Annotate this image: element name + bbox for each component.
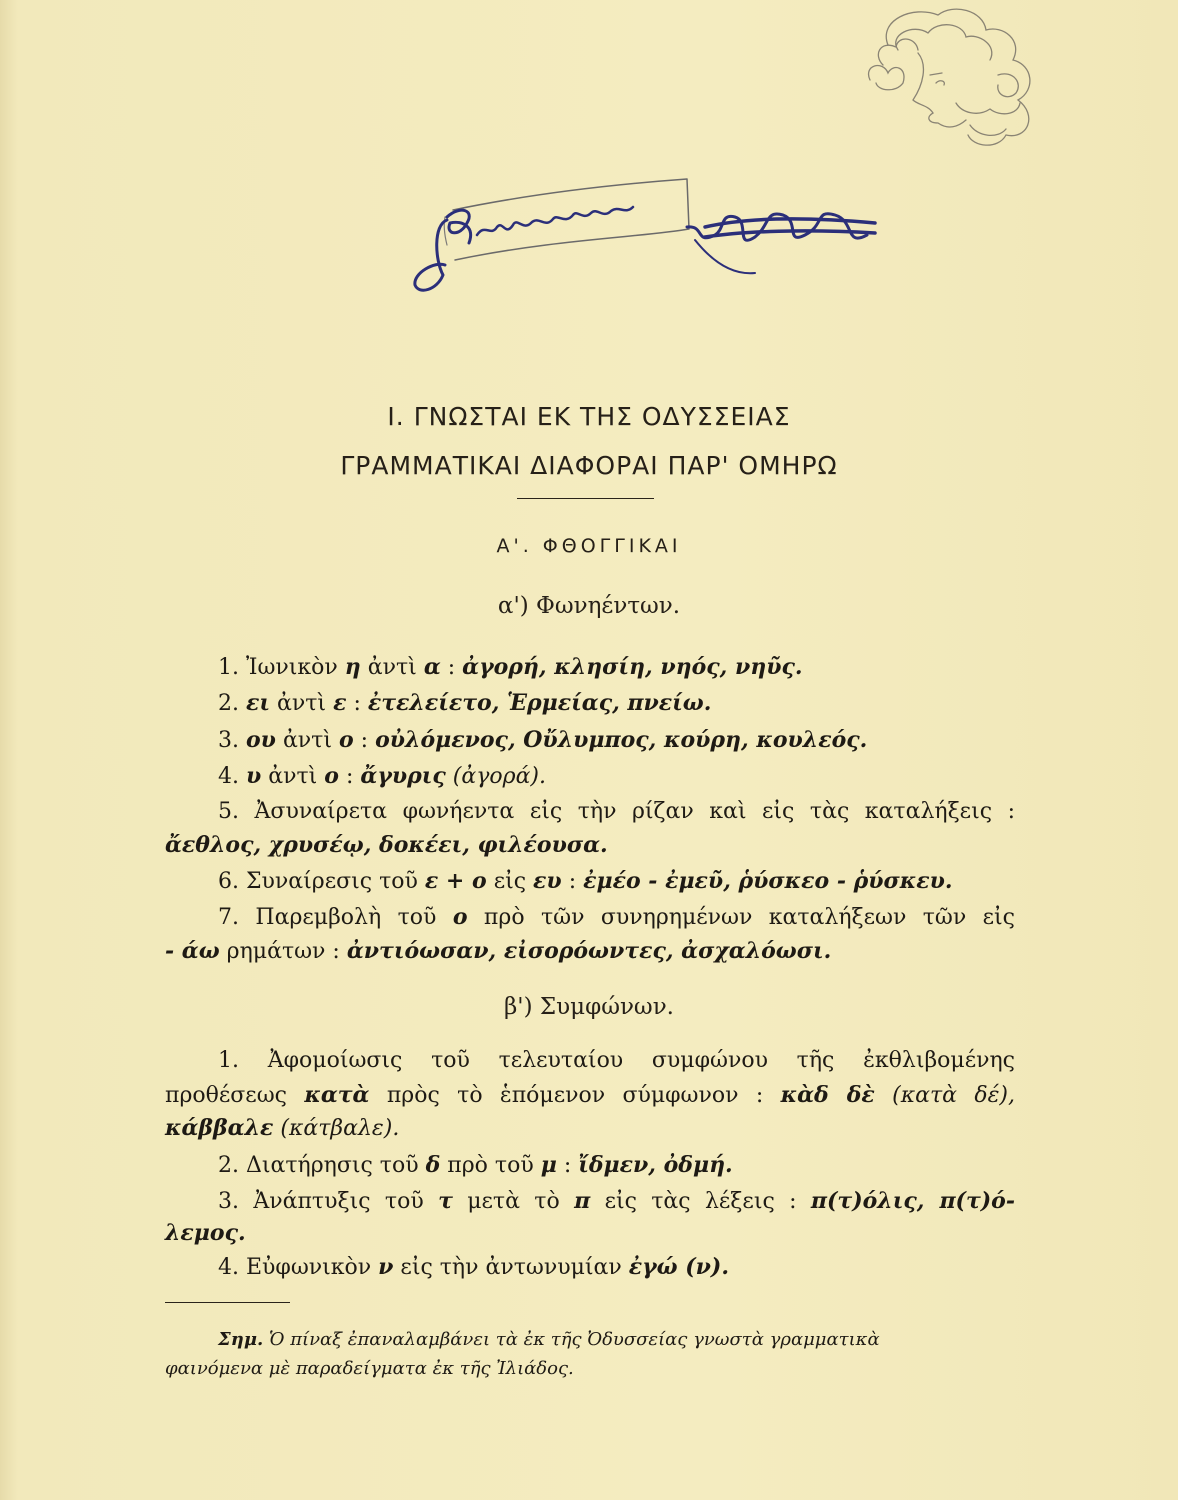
section-title: Α'. ΦΘΟΓΓΙΚΑΙ (496, 535, 682, 557)
vowel-item-7: 7. Παρεμβολὴ τοῦ ο πρὸ τῶν συνηρημένων καταλήξεων τῶν εἰς (218, 904, 1015, 930)
signature-text: Φιλαπαρούλου (495, 235, 503, 236)
vowel-item-6: 6. Συναίρεσις τοῦ ε + ο εἰς ευ : ἐμέο - ἐμεῦ, ῥύσκεο - ῥύσκευ. (218, 868, 953, 894)
footnote-divider (165, 1302, 290, 1303)
vowel-item-5-continuation: ἄεθλος, χρυσέῳ, δοκέει, φιλέουσα. (165, 832, 608, 858)
item-number: 2. (218, 691, 239, 716)
main-heading-line2: ΓΡΑΜΜΑΤΙΚΑΙ ΔΙΑΦΟΡΑΙ ΠΑΡ' ΟΜΗΡΩ (340, 451, 838, 480)
vowel-item-1: 1. Ἰωνικὸν η ἀντὶ α : ἀγορή, κλησίη, νηός, νηῦς. (218, 654, 803, 680)
consonant-item-4: 4. Εὐφωνικὸν ν εἰς τὴν ἀντωνυμίαν ἐγώ (ν). (218, 1254, 729, 1280)
consonant-item-1-line3: κάββαλε (κάτβαλε). (165, 1115, 400, 1141)
consonants-subtitle: β') Συμφώνων. (504, 994, 674, 1020)
vowel-item-3: 3. ου ἀντὶ ο : οὐλόμενος, Οὔλυμπος, κούρη, κουλεός. (218, 727, 868, 753)
item-number: 3. (218, 1189, 239, 1214)
consonant-item-3-continuation: λεμος. (165, 1220, 246, 1246)
item-number: 1. (218, 655, 239, 680)
main-heading-line1: Ι. ΓΝΩΣΤΑΙ ΕΚ ΤΗΣ ΟΔΥΣΣΕΙΑΣ (387, 402, 791, 431)
item-number: 4. (218, 764, 239, 789)
vowel-item-4: 4. υ ἀντὶ ο : ἄγυρις (ἀγορά). (218, 763, 546, 789)
consonant-item-3: 3. Ἀνάπτυξις τοῦ τ μετὰ τὸ π εἰς τὰς λέξεις : π(τ)όλις, π(τ)ό- (218, 1188, 1015, 1214)
item-number: 1. (218, 1048, 239, 1073)
footnote-label: Σημ. (218, 1329, 264, 1350)
handwritten-signature (405, 165, 885, 305)
vowel-item-2: 2. ει ἀντὶ ε : ἐτελείετο, Ἑρμείας, πνείω. (218, 690, 712, 716)
footnote-line2: φαινόμενα μὲ παραδείγματα ἐκ τῆς Ἰλιάδος. (165, 1358, 574, 1379)
item-number: 5. (218, 799, 239, 824)
vowels-subtitle: α') Φωνηέντων. (497, 593, 681, 619)
item-number: 6. (218, 869, 239, 894)
pencil-face-sketch-icon (858, 5, 1058, 155)
consonant-item-1: 1. Ἀφομοίωσις τοῦ τελευταίου συμφώνου τῆς ἐκθλιβομένης (218, 1048, 1016, 1073)
item-number: 4. (218, 1255, 239, 1280)
footnote-line1: Σημ. Ὁ πίναξ ἐπαναλαμβάνει τὰ ἐκ τῆς Ὀδυσσείας γνωστὰ γραμματικὰ (218, 1329, 880, 1350)
vowel-item-7-continuation: - άω ρημάτων : ἀντιόωσαν, εἰσορόωντες, ἀσχαλόωσι. (165, 938, 832, 964)
consonant-item-2: 2. Διατήρησις τοῦ δ πρὸ τοῦ μ : ἴδμεν, ὀδμή. (218, 1152, 733, 1178)
item-number: 2. (218, 1153, 239, 1178)
consonant-item-1-line2: προθέσεως κατὰ πρὸς τὸ ἑπόμενον σύμφωνον : κὰδ δὲ (κατὰ δέ), (165, 1082, 1016, 1108)
item-number: 7. (218, 905, 239, 930)
heading-divider (517, 498, 654, 499)
vowel-item-5: 5. Ἀσυναίρετα φωνήεντα εἰς τὴν ρίζαν καὶ εἰς τὰς καταλήξεις : (218, 799, 1015, 824)
item-number: 3. (218, 728, 239, 753)
